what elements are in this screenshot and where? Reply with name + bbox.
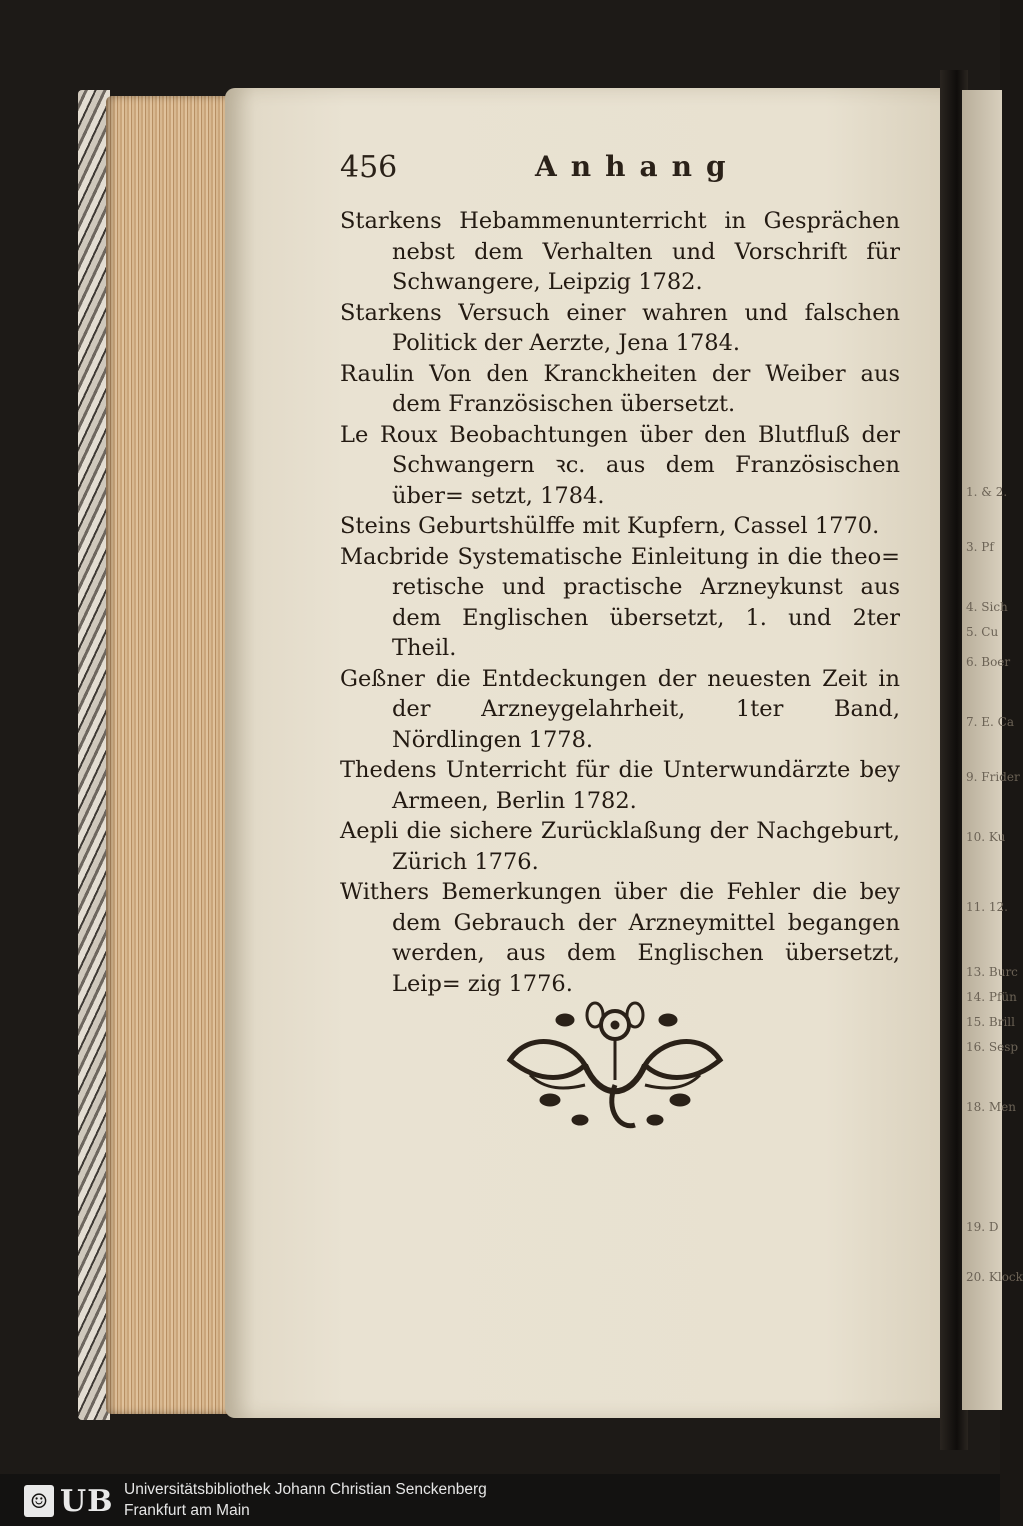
bibliography-entry: Starkens Hebammenunterricht in Gesprächen nebst dem Verhalten und Vorschrift für Schwangere, Leipzig 1782. [340,208,900,295]
page-edges [106,96,228,1414]
facing-page-fragment: 9. Frider [966,770,1020,784]
floral-ornament-icon [490,990,740,1140]
bibliography-entry: Geßner die Entdeckungen der neuesten Zeit in der Arzneygelahrheit, 1ter Band, Nördlingen 1778. [340,665,900,753]
bibliography-entry: Steins Geburtshülffe mit Kupfern, Cassel 1770. [340,513,880,539]
institution-line-2: Frankfurt am Main [124,1502,250,1519]
facing-page-fragment: 18. Men [966,1100,1017,1114]
bibliography-entry: Starkens Versuch einer wahren und falschen Politick der Aerzte, Jena 1784. [340,299,900,356]
ub-logo[interactable] [24,1484,116,1518]
facing-page-fragment: 19. D [966,1220,999,1234]
bibliography-entry: Raulin Von den Kranckheiten der Weiber aus dem Französischen übersetzt. [340,360,900,417]
bibliography-list [340,206,900,999]
facing-page-fragment: 14. Pfün [966,990,1017,1004]
running-title: Anhang [535,150,740,183]
bibliography-entry: Macbride Systematische Einleitung in die theo= retische und practische Arzneykunst aus dem Englischen übersetzt, 1. und 2ter Theil. [340,543,900,661]
facing-page-edge [962,90,1023,1410]
facing-page-fragment: 20. Klock [966,1270,1023,1284]
institution-line-1: Universitätsbibliothek Johann Christian Senckenberg [124,1481,487,1498]
facing-page-fragment: 5. Cu [966,625,999,639]
facing-page-fragment: 4. Sich [966,600,1008,614]
bibliography-entry: Thedens Unterricht für die Unterwundärzte bey Armeen, Berlin 1782. [340,757,900,814]
facing-page-fragment: 11. 12. [966,900,1008,914]
facing-page-fragment: 3. Pf [966,540,994,554]
institution-credit [124,1479,487,1521]
logo-text: UB [60,1483,114,1519]
page-header [340,150,900,190]
facing-page-fragment: 10. Ku [966,830,1006,844]
bibliography-entry: Aepli die sichere Zurücklaßung der Nachgeburt, Zürich 1776. [340,818,900,875]
facing-page-fragment: 13. Burc [966,965,1018,979]
bibliography-entry: Le Roux Beobachtungen über den Blutfluß der Schwangern ꝛc. aus dem Französischen über= setzt, 1784. [340,421,900,509]
senckenberg-portrait-icon: ☺ [24,1485,54,1517]
facing-page-fragment: 16. Sesp [966,1040,1019,1054]
footer-bar [0,1474,1000,1526]
facing-page-fragment: 7. E. Ca [966,715,1014,729]
page-number: 456 [340,150,398,185]
bibliography-entry: Withers Bemerkungen über die Fehler die bey dem Gebrauch der Arzneymittel begangen werden, aus dem Englischen übersetzt, Leip= zig 1776. [340,879,900,997]
facing-page-fragment: 1. & 2. [966,485,1008,499]
facing-page-fragment: 6. Boer [966,655,1011,669]
facing-page-fragment: 15. Brill [966,1015,1015,1029]
